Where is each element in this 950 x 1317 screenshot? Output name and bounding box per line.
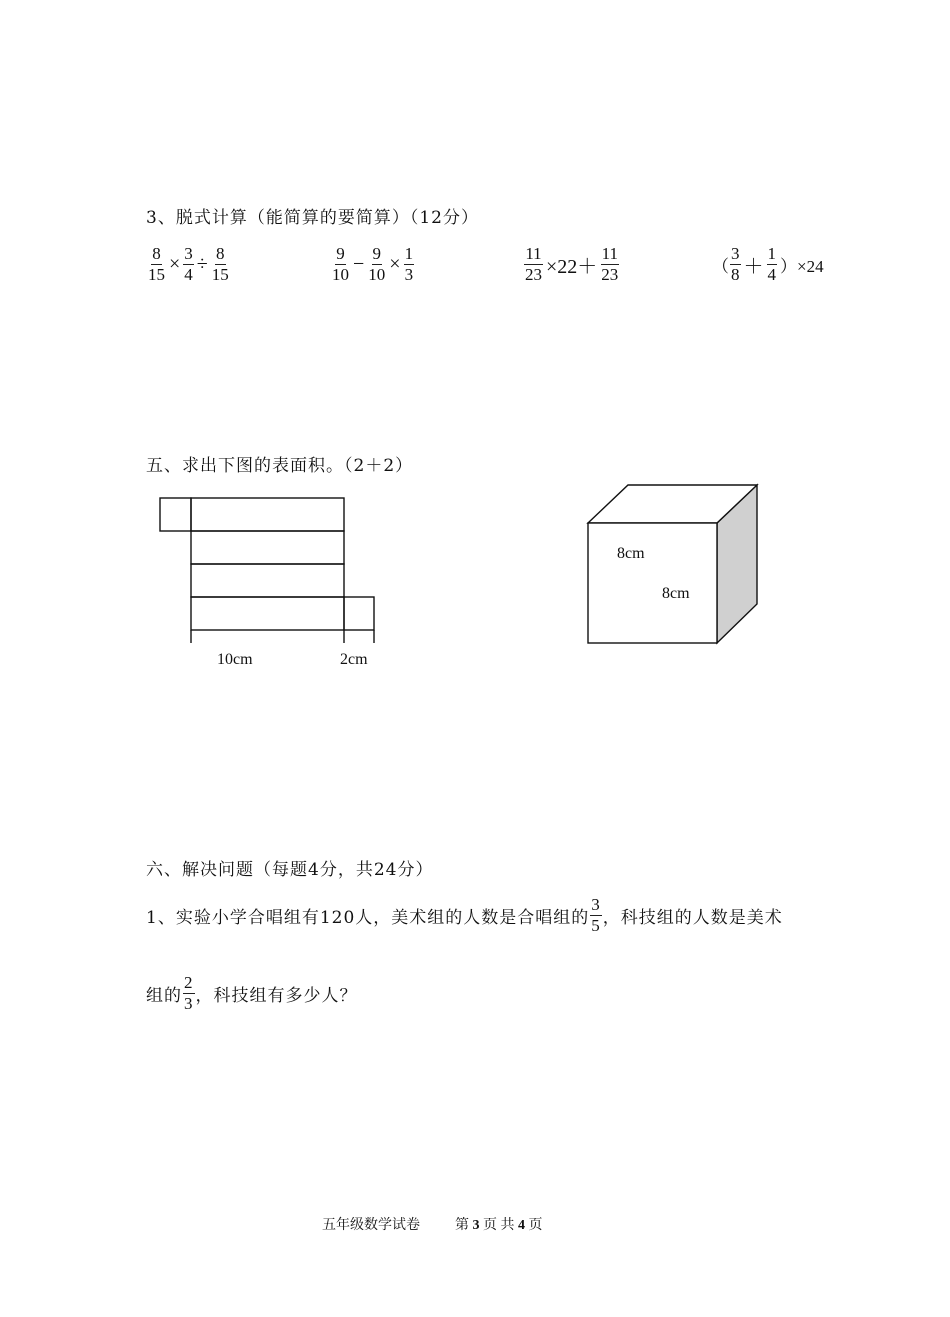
cube-label-front: 8cm bbox=[617, 545, 645, 562]
operator: × bbox=[389, 252, 401, 275]
fraction: $\frac{8}{15}$ bbox=[148, 243, 165, 284]
operator: ×22＋ bbox=[546, 255, 598, 278]
net-end-face-bottom bbox=[344, 597, 374, 630]
fraction: $\frac{3}{8}$ bbox=[731, 243, 740, 284]
page-footer bbox=[322, 1214, 543, 1234]
operator: ÷ bbox=[196, 252, 208, 275]
footer-page-suffix: 页 bbox=[528, 1218, 543, 1233]
operator: ）×24 bbox=[780, 256, 824, 276]
net-face-1 bbox=[191, 498, 344, 531]
cube-front-face bbox=[588, 523, 717, 643]
footer-page-prefix: 第 bbox=[455, 1218, 469, 1233]
expression-2 bbox=[330, 239, 415, 289]
net-end-face-top bbox=[160, 498, 191, 531]
fraction: $\frac{11}{23}$ bbox=[601, 243, 619, 284]
operator: ＋ bbox=[743, 255, 764, 278]
net-face-2 bbox=[191, 531, 344, 564]
fraction: $\frac{9}{10}$ bbox=[332, 243, 349, 284]
net-label-width: 2cm bbox=[340, 651, 368, 668]
cuboid-net-diagram bbox=[150, 490, 390, 650]
paren: （ bbox=[712, 256, 729, 277]
fraction: $\frac{2}{3}$ bbox=[184, 972, 194, 1013]
fraction: $\frac{11}{23}$ bbox=[525, 243, 542, 284]
fraction: $\frac{3}{4}$ bbox=[184, 243, 193, 284]
footer-page-number: 3 bbox=[472, 1218, 480, 1233]
net-face-3 bbox=[191, 564, 344, 597]
fraction: $\frac{9}{10}$ bbox=[368, 243, 386, 284]
question-text: ，科技组有多少人？ bbox=[195, 985, 358, 1006]
section6-heading: 六、解决问题（每题4分，共24分） bbox=[146, 860, 434, 880]
fraction: $\frac{8}{15}$ bbox=[211, 243, 229, 284]
fraction: $\frac{1}{3}$ bbox=[404, 243, 414, 284]
fraction: $\frac{1}{4}$ bbox=[767, 243, 776, 284]
net-label-length: 10cm bbox=[217, 651, 253, 668]
question-1-line-2 bbox=[146, 970, 358, 1016]
section5-heading: 五、求出下图的表面积。（2＋2） bbox=[146, 456, 414, 476]
question-text: ，科技组的人数是美术 bbox=[602, 907, 783, 928]
net-face-4 bbox=[191, 597, 344, 630]
cube-label-side: 8cm bbox=[662, 585, 690, 602]
fraction: $\frac{3}{5}$ bbox=[591, 894, 601, 935]
expression-3 bbox=[523, 239, 620, 289]
question-text: 组的 bbox=[146, 985, 182, 1006]
footer-title: 五年级数学试卷 bbox=[322, 1218, 420, 1233]
footer-page-mid: 页 共 bbox=[483, 1218, 515, 1233]
cube-diagram bbox=[580, 478, 770, 653]
operator: × bbox=[169, 252, 181, 275]
question-1-line-1 bbox=[146, 892, 783, 938]
section3-heading: 3、脱式计算（能简算的要简算）（12分） bbox=[146, 208, 479, 228]
expression-1 bbox=[146, 239, 231, 289]
footer-page-total: 4 bbox=[518, 1218, 525, 1233]
question-text: 1、实验小学合唱组有120人，美术组的人数是合唱组的 bbox=[146, 907, 590, 928]
operator: − bbox=[353, 252, 365, 275]
expression-4 bbox=[712, 239, 826, 289]
